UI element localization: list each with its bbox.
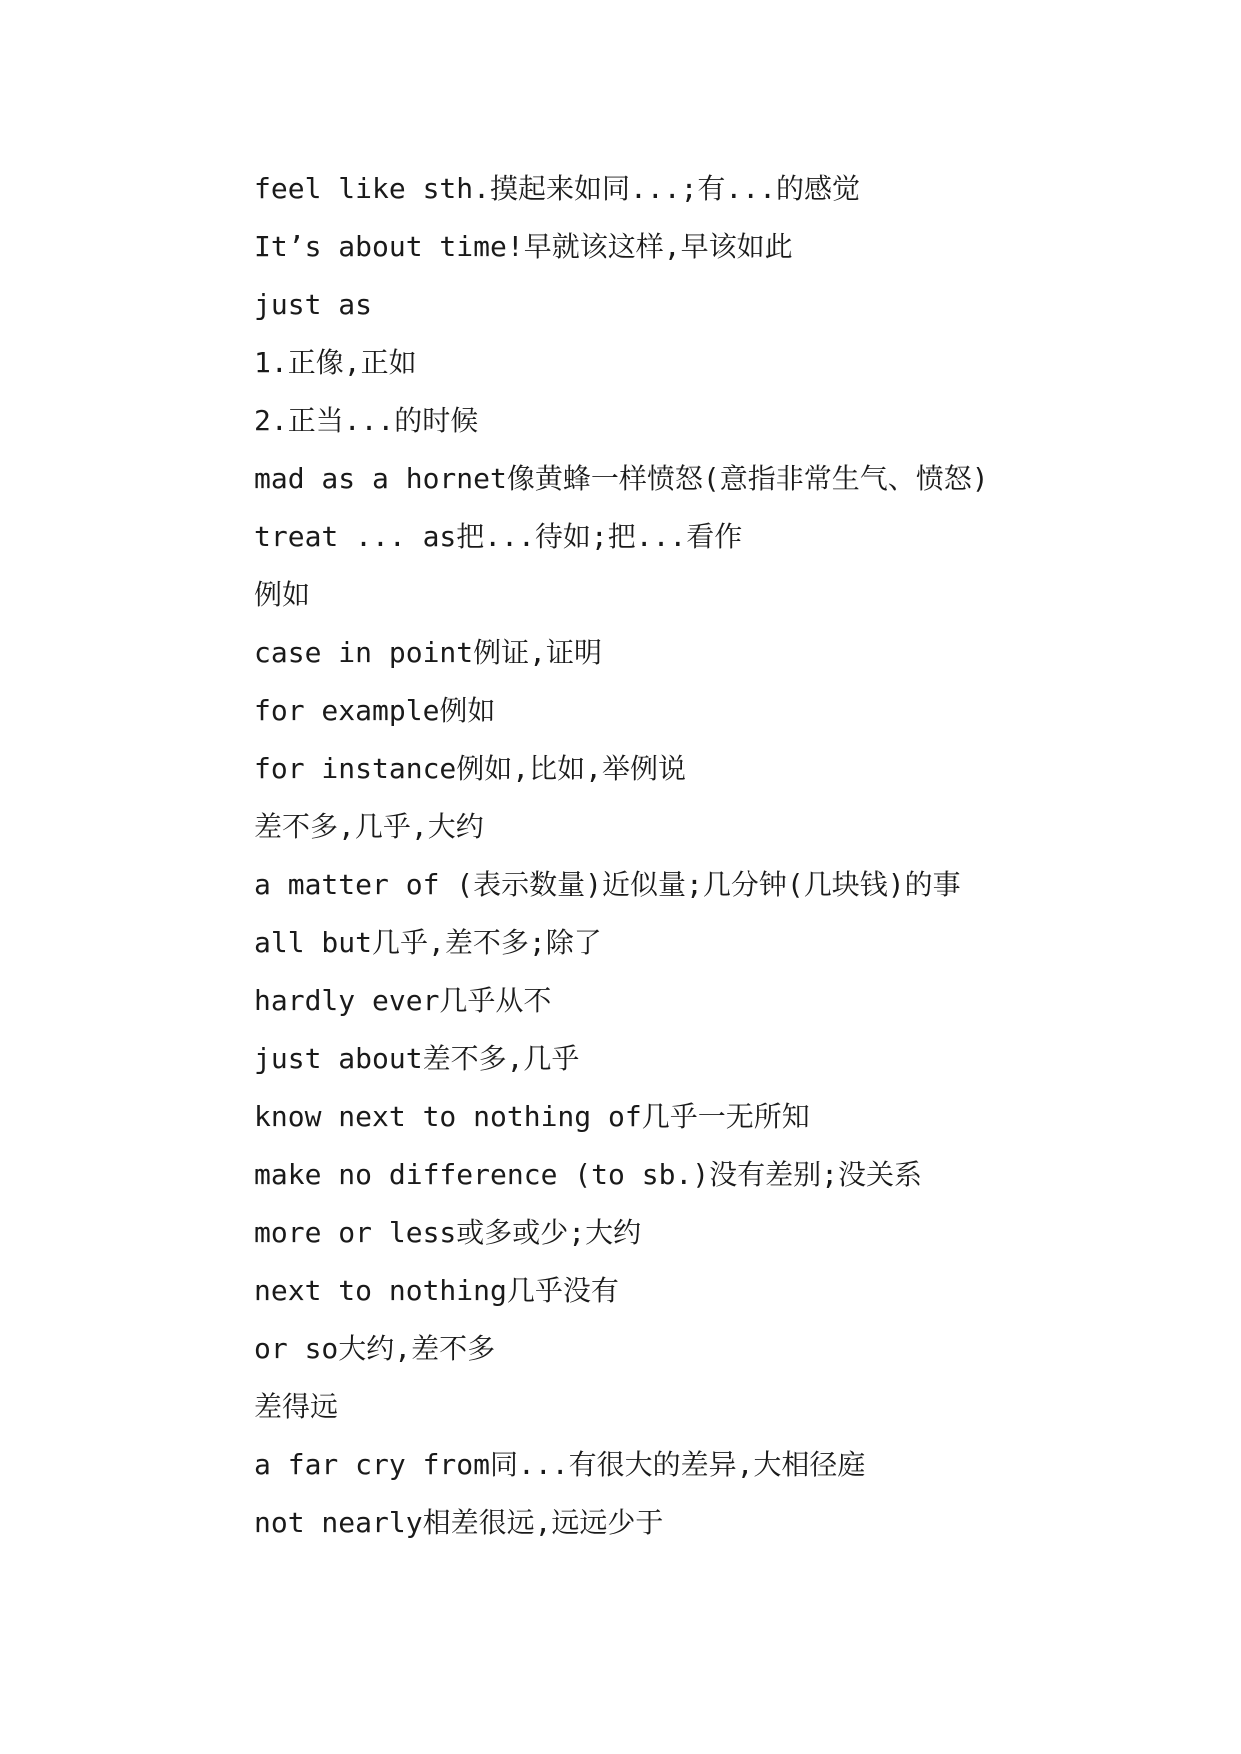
text-line: more or less或多或少;大约 (254, 1216, 642, 1249)
text-line: It’s about time!早就该这样,早该如此 (254, 230, 793, 263)
text-line: for example例如 (254, 694, 496, 727)
section-heading: 差得远 (254, 1390, 339, 1423)
text-line: just about差不多,几乎 (254, 1042, 580, 1075)
text-line: a matter of (表示数量)近似量;几分钟(几块钱)的事 (254, 868, 961, 901)
text-line: case in point例证,证明 (254, 636, 603, 669)
text-line: or so大约,差不多 (254, 1332, 496, 1365)
text-line: for instance例如,比如,举例说 (254, 752, 687, 785)
text-line: a far cry from同...有很大的差异,大相径庭 (254, 1448, 866, 1481)
phrase-list (254, 160, 1154, 1552)
text-line: know next to nothing of几乎一无所知 (254, 1100, 810, 1133)
text-line: all but几乎,差不多;除了 (254, 926, 602, 959)
text-line: feel like sth.摸起来如同...;有...的感觉 (254, 172, 861, 205)
text-line: hardly ever几乎从不 (254, 984, 552, 1017)
text-line: make no difference (to sb.)没有差别;没关系 (254, 1158, 923, 1191)
section-heading: 例如 (254, 578, 311, 611)
text-line: 1.正像,正如 (254, 346, 417, 379)
text-line: next to nothing几乎没有 (254, 1274, 619, 1307)
text-line: mad as a hornet像黄蜂一样愤怒(意指非常生气、愤怒) (254, 462, 989, 495)
text-line: treat ... as把...待如;把...看作 (254, 520, 743, 553)
text-line: 2.正当...的时候 (254, 404, 479, 437)
text-line: not nearly相差很远,远远少于 (254, 1506, 664, 1539)
text-line: just as (254, 288, 373, 321)
section-heading: 差不多,几乎,大约 (254, 810, 484, 843)
